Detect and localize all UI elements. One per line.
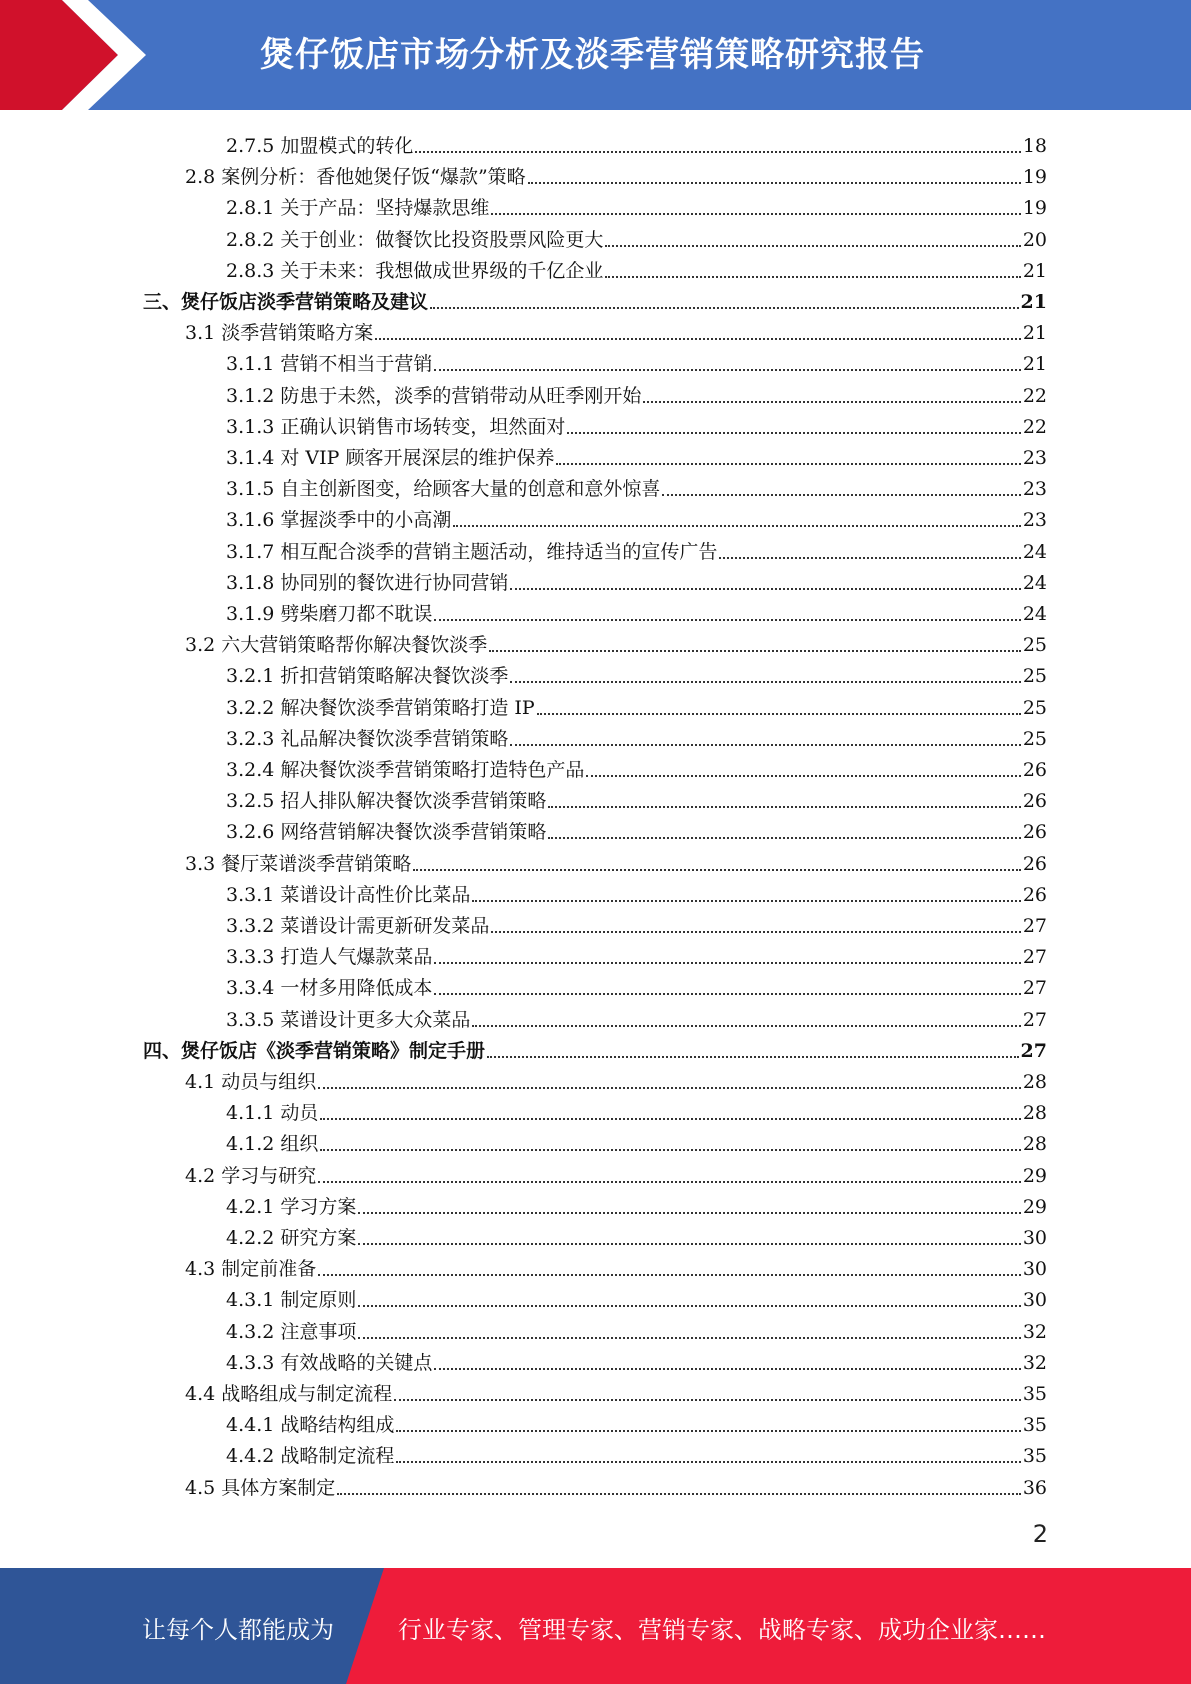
toc-entry[interactable] bbox=[226, 470, 1047, 501]
toc-entry-label: 3.1.8 协同别的餐饮进行协同营销 bbox=[226, 571, 509, 594]
toc-entry-page: 18 bbox=[1022, 135, 1047, 157]
toc-entry-page: 30 bbox=[1022, 1258, 1047, 1281]
toc-entry-label: 3.1.9 劈柴磨刀都不耽误 bbox=[226, 603, 433, 625]
toc-entry-label: 4.4.1 战略结构组成 bbox=[226, 1414, 395, 1437]
toc-dot-leader bbox=[320, 1147, 1020, 1151]
toc-entry[interactable] bbox=[226, 533, 1047, 564]
toc-entry-page: 19 bbox=[1022, 166, 1047, 189]
toc-dot-leader bbox=[318, 1085, 1021, 1089]
toc-entry-label: 3.3.1 菜谱设计高性价比菜品 bbox=[226, 883, 471, 906]
toc-entry-label: 4.2.1 学习方案 bbox=[226, 1195, 357, 1218]
toc-entry[interactable] bbox=[226, 439, 1047, 470]
toc-entry-label: 4.4.2 战略制定流程 bbox=[226, 1445, 395, 1468]
toc-dot-leader bbox=[510, 679, 1020, 683]
toc-entry-label: 3.1.3 正确认识销售市场转变，坦然面对 bbox=[226, 415, 566, 438]
toc-entry-label: 3.2.6 网络营销解决餐饮淡季营销策略 bbox=[226, 821, 547, 844]
toc-entry[interactable] bbox=[226, 782, 1047, 813]
toc-entry-page: 29 bbox=[1022, 1195, 1047, 1218]
toc-dot-leader bbox=[434, 617, 1020, 621]
toc-entry[interactable] bbox=[143, 283, 1047, 314]
toc-dot-leader bbox=[662, 492, 1020, 496]
toc-dot-leader bbox=[375, 336, 1021, 340]
toc-entry-page: 25 bbox=[1022, 665, 1047, 688]
toc-entry[interactable] bbox=[226, 189, 1047, 220]
toc-dot-leader bbox=[489, 648, 1021, 652]
toc-entry-page: 28 bbox=[1022, 1102, 1047, 1125]
toc-dot-leader bbox=[537, 711, 1021, 715]
toc-dot-leader bbox=[491, 211, 1020, 215]
toc-entry[interactable] bbox=[185, 1063, 1047, 1094]
toc-entry-page: 26 bbox=[1022, 852, 1047, 875]
toc-entry-page: 35 bbox=[1022, 1445, 1047, 1468]
footer-slogan-right: 行业专家、管理专家、营销专家、战略专家、成功企业家…… bbox=[398, 1616, 1046, 1644]
footer-slogan-left: 让每个人都能成为 bbox=[142, 1616, 334, 1644]
toc-dot-leader bbox=[358, 1335, 1020, 1339]
toc-entry-page: 20 bbox=[1022, 228, 1047, 251]
toc-dot-leader bbox=[434, 1366, 1020, 1370]
toc-entry-label: 4.1.2 组织 bbox=[226, 1133, 319, 1156]
toc-entry[interactable] bbox=[185, 158, 1047, 189]
toc-entry[interactable] bbox=[185, 1157, 1047, 1188]
toc-dot-leader bbox=[337, 1491, 1021, 1495]
toc-dot-leader bbox=[605, 274, 1020, 278]
toc-entry-label: 3.3.3 打造人气爆款菜品 bbox=[226, 946, 433, 969]
toc-dot-leader bbox=[586, 773, 1020, 777]
report-title: 煲仔饭店市场分析及淡季营销策略研究报告 bbox=[260, 35, 925, 75]
toc-entry[interactable] bbox=[226, 969, 1047, 1000]
toc-dot-leader bbox=[396, 1459, 1020, 1463]
toc-entry-page: 35 bbox=[1022, 1414, 1047, 1437]
toc-entry-page: 21 bbox=[1022, 322, 1047, 345]
toc-entry-page: 26 bbox=[1022, 759, 1047, 781]
toc-dot-leader bbox=[528, 180, 1021, 184]
toc-entry[interactable] bbox=[226, 1094, 1047, 1125]
toc-entry-label: 三、煲仔饭店淡季营销策略及建议 bbox=[143, 291, 429, 313]
toc-entry[interactable] bbox=[226, 221, 1047, 252]
toc-entry-page: 28 bbox=[1022, 1071, 1047, 1093]
toc-entry-label: 四、煲仔饭店《淡季营销策略》制定手册 bbox=[143, 1039, 486, 1062]
toc-dot-leader bbox=[510, 742, 1020, 746]
toc-dot-leader bbox=[318, 1179, 1021, 1183]
toc-entry-page: 26 bbox=[1022, 883, 1047, 906]
toc-entry-label: 3.3.5 菜谱设计更多大众菜品 bbox=[226, 1008, 471, 1031]
toc-entry-page: 27 bbox=[1022, 977, 1047, 1000]
toc-entry[interactable] bbox=[226, 1437, 1047, 1468]
toc-entry-page: 23 bbox=[1022, 447, 1047, 469]
toc-entry-page: 25 bbox=[1022, 727, 1047, 750]
toc-entry-label: 4.2 学习与研究 bbox=[185, 1164, 317, 1187]
toc-entry-label: 3.3 餐厅菜谱淡季营销策略 bbox=[185, 852, 412, 875]
page-footer bbox=[0, 1568, 1191, 1684]
toc-entry-label: 3.2.4 解决餐饮淡季营销策略打造特色产品 bbox=[226, 759, 585, 781]
toc-entry[interactable] bbox=[226, 907, 1047, 938]
toc-entry[interactable] bbox=[226, 501, 1047, 532]
toc-entry[interactable] bbox=[226, 127, 1047, 158]
toc-entry-label: 4.4 战略组成与制定流程 bbox=[185, 1383, 393, 1405]
toc-entry[interactable] bbox=[226, 1313, 1047, 1344]
toc-entry[interactable] bbox=[226, 1001, 1047, 1032]
toc-entry-page: 28 bbox=[1022, 1133, 1047, 1156]
toc-dot-leader bbox=[320, 1116, 1020, 1120]
toc-entry-page: 24 bbox=[1022, 571, 1047, 594]
toc-entry-label: 3.1.5 自主创新图变，给顾客大量的创意和意外惊喜 bbox=[226, 478, 661, 501]
toc-dot-leader bbox=[430, 305, 1019, 309]
toc-entry-label: 2.8 案例分析：香他她煲仔饭“爆款”策略 bbox=[185, 166, 526, 189]
toc-dot-leader bbox=[548, 804, 1020, 808]
toc-entry[interactable] bbox=[226, 720, 1047, 751]
toc-entry-label: 4.1.1 动员 bbox=[226, 1102, 319, 1125]
toc-entry[interactable] bbox=[226, 1344, 1047, 1375]
toc-entry-label: 3.1.4 对 VIP 顾客开展深层的维护保养 bbox=[226, 447, 555, 469]
toc-entry[interactable] bbox=[226, 1219, 1047, 1250]
toc-dot-leader bbox=[318, 1272, 1021, 1276]
header-arrow-decoration bbox=[0, 0, 160, 110]
toc-entry-page: 36 bbox=[1022, 1476, 1047, 1499]
toc-entry-label: 3.2.1 折扣营销策略解决餐饮淡季 bbox=[226, 665, 509, 688]
toc-entry-label: 3.1.2 防患于未然，淡季的营销带动从旺季刚开始 bbox=[226, 384, 642, 407]
toc-dot-leader bbox=[548, 835, 1020, 839]
toc-entry-label: 4.3.1 制定原则 bbox=[226, 1289, 357, 1312]
toc-entry-label: 2.8.1 关于产品：坚持爆款思维 bbox=[226, 197, 490, 220]
toc-entry[interactable] bbox=[185, 626, 1047, 657]
toc-entry-page: 22 bbox=[1022, 415, 1047, 438]
toc-dot-leader bbox=[556, 461, 1020, 465]
toc-entry-page: 27 bbox=[1022, 915, 1047, 937]
toc-entry[interactable] bbox=[185, 845, 1047, 876]
toc-dot-leader bbox=[605, 243, 1020, 247]
toc-entry-page: 24 bbox=[1022, 540, 1047, 563]
toc-entry-label: 3.1.7 相互配合淡季的营销主题活动，维持适当的宣传广告 bbox=[226, 540, 718, 563]
toc-entry-label: 2.8.3 关于未来：我想做成世界级的千亿企业 bbox=[226, 259, 604, 282]
toc-dot-leader bbox=[358, 1241, 1020, 1245]
toc-entry-page: 35 bbox=[1022, 1383, 1047, 1405]
toc-dot-leader bbox=[491, 929, 1020, 933]
toc-entry-label: 4.3.3 有效战略的关键点 bbox=[226, 1351, 433, 1374]
toc-entry-label: 3.1 淡季营销策略方案 bbox=[185, 322, 374, 345]
toc-entry-label: 3.2.3 礼品解决餐饮淡季营销策略 bbox=[226, 727, 509, 750]
toc-dot-leader bbox=[453, 523, 1020, 527]
toc-entry[interactable] bbox=[226, 938, 1047, 969]
page-number: 2 bbox=[1032, 1520, 1048, 1548]
toc-entry-page: 21 bbox=[1022, 259, 1047, 282]
toc-entry-page: 23 bbox=[1022, 478, 1047, 501]
page-header bbox=[0, 0, 1191, 110]
toc-entry-label: 2.7.5 加盟模式的转化 bbox=[226, 135, 414, 157]
toc-entry-page: 32 bbox=[1022, 1320, 1047, 1343]
toc-entry-label: 4.5 具体方案制定 bbox=[185, 1476, 336, 1499]
toc-entry[interactable] bbox=[226, 408, 1047, 439]
toc-entry[interactable] bbox=[185, 1250, 1047, 1281]
toc-entry[interactable] bbox=[226, 1406, 1047, 1437]
toc-entry[interactable] bbox=[226, 595, 1047, 626]
toc-entry-page: 30 bbox=[1022, 1289, 1047, 1312]
toc-entry-label: 4.3.2 注意事项 bbox=[226, 1320, 357, 1343]
toc-dot-leader bbox=[415, 149, 1020, 153]
toc-entry-label: 2.8.2 关于创业：做餐饮比投资股票风险更大 bbox=[226, 228, 604, 251]
toc-entry-label: 3.2.2 解决餐饮淡季营销策略打造 IP bbox=[226, 696, 535, 719]
toc-dot-leader bbox=[434, 367, 1020, 371]
toc-dot-leader bbox=[643, 399, 1020, 403]
toc-dot-leader bbox=[394, 1397, 1021, 1401]
toc-entry[interactable] bbox=[226, 564, 1047, 595]
toc-entry-page: 21 bbox=[1020, 291, 1047, 313]
toc-entry[interactable] bbox=[226, 1125, 1047, 1156]
toc-entry-label: 4.2.2 研究方案 bbox=[226, 1227, 357, 1249]
toc-entry-page: 19 bbox=[1022, 197, 1047, 220]
toc-entry[interactable] bbox=[226, 377, 1047, 408]
toc-dot-leader bbox=[567, 430, 1020, 434]
toc-entry-page: 27 bbox=[1022, 946, 1047, 969]
toc-entry-page: 27 bbox=[1020, 1039, 1047, 1062]
toc-entry[interactable] bbox=[185, 1469, 1047, 1500]
toc-entry[interactable] bbox=[226, 751, 1047, 782]
toc-dot-leader bbox=[413, 867, 1021, 871]
toc-entry[interactable] bbox=[226, 657, 1047, 688]
toc-dot-leader bbox=[472, 1023, 1020, 1027]
toc-dot-leader bbox=[358, 1303, 1020, 1307]
toc-entry-label: 3.1.1 营销不相当于营销 bbox=[226, 353, 433, 376]
toc-entry-page: 30 bbox=[1022, 1227, 1047, 1249]
toc-entry-page: 24 bbox=[1022, 603, 1047, 625]
toc-entry[interactable] bbox=[226, 1281, 1047, 1312]
toc-entry-page: 23 bbox=[1022, 509, 1047, 532]
toc-entry[interactable] bbox=[226, 689, 1047, 720]
toc-entry[interactable] bbox=[143, 1032, 1047, 1063]
toc-entry-page: 29 bbox=[1022, 1164, 1047, 1187]
toc-dot-leader bbox=[434, 960, 1020, 964]
toc-entry[interactable] bbox=[226, 876, 1047, 907]
toc-entry-page: 25 bbox=[1022, 696, 1047, 719]
toc-dot-leader bbox=[434, 991, 1020, 995]
toc-entry[interactable] bbox=[185, 1375, 1047, 1406]
toc-dot-leader bbox=[510, 586, 1020, 590]
toc-dot-leader bbox=[396, 1428, 1020, 1432]
toc-entry-label: 4.3 制定前准备 bbox=[185, 1258, 317, 1281]
toc-entry-label: 3.2 六大营销策略帮你解决餐饮淡季 bbox=[185, 634, 488, 657]
toc-entry-page: 21 bbox=[1022, 353, 1047, 376]
toc-entry-page: 22 bbox=[1022, 384, 1047, 407]
toc-entry-label: 3.3.4 一材多用降低成本 bbox=[226, 977, 433, 1000]
toc-entry[interactable] bbox=[226, 1188, 1047, 1219]
toc-entry-label: 3.1.6 掌握淡季中的小高潮 bbox=[226, 509, 452, 532]
toc-entry-label: 3.2.5 招人排队解决餐饮淡季营销策略 bbox=[226, 790, 547, 813]
toc-entry[interactable] bbox=[185, 314, 1047, 345]
toc-dot-leader bbox=[487, 1054, 1019, 1058]
toc-entry[interactable] bbox=[226, 345, 1047, 376]
toc-dot-leader bbox=[358, 1210, 1020, 1214]
toc-entry[interactable] bbox=[226, 252, 1047, 283]
toc-dot-leader bbox=[719, 555, 1020, 559]
toc-entry-label: 4.1 动员与组织 bbox=[185, 1071, 317, 1093]
toc-entry[interactable] bbox=[226, 813, 1047, 844]
toc-entry-page: 32 bbox=[1022, 1351, 1047, 1374]
toc-entry-page: 26 bbox=[1022, 790, 1047, 813]
toc-entry-page: 27 bbox=[1022, 1008, 1047, 1031]
toc-entry-page: 25 bbox=[1022, 634, 1047, 657]
toc-dot-leader bbox=[472, 898, 1020, 902]
toc-entry-label: 3.3.2 菜谱设计需更新研发菜品 bbox=[226, 915, 490, 937]
toc-entry-page: 26 bbox=[1022, 821, 1047, 844]
